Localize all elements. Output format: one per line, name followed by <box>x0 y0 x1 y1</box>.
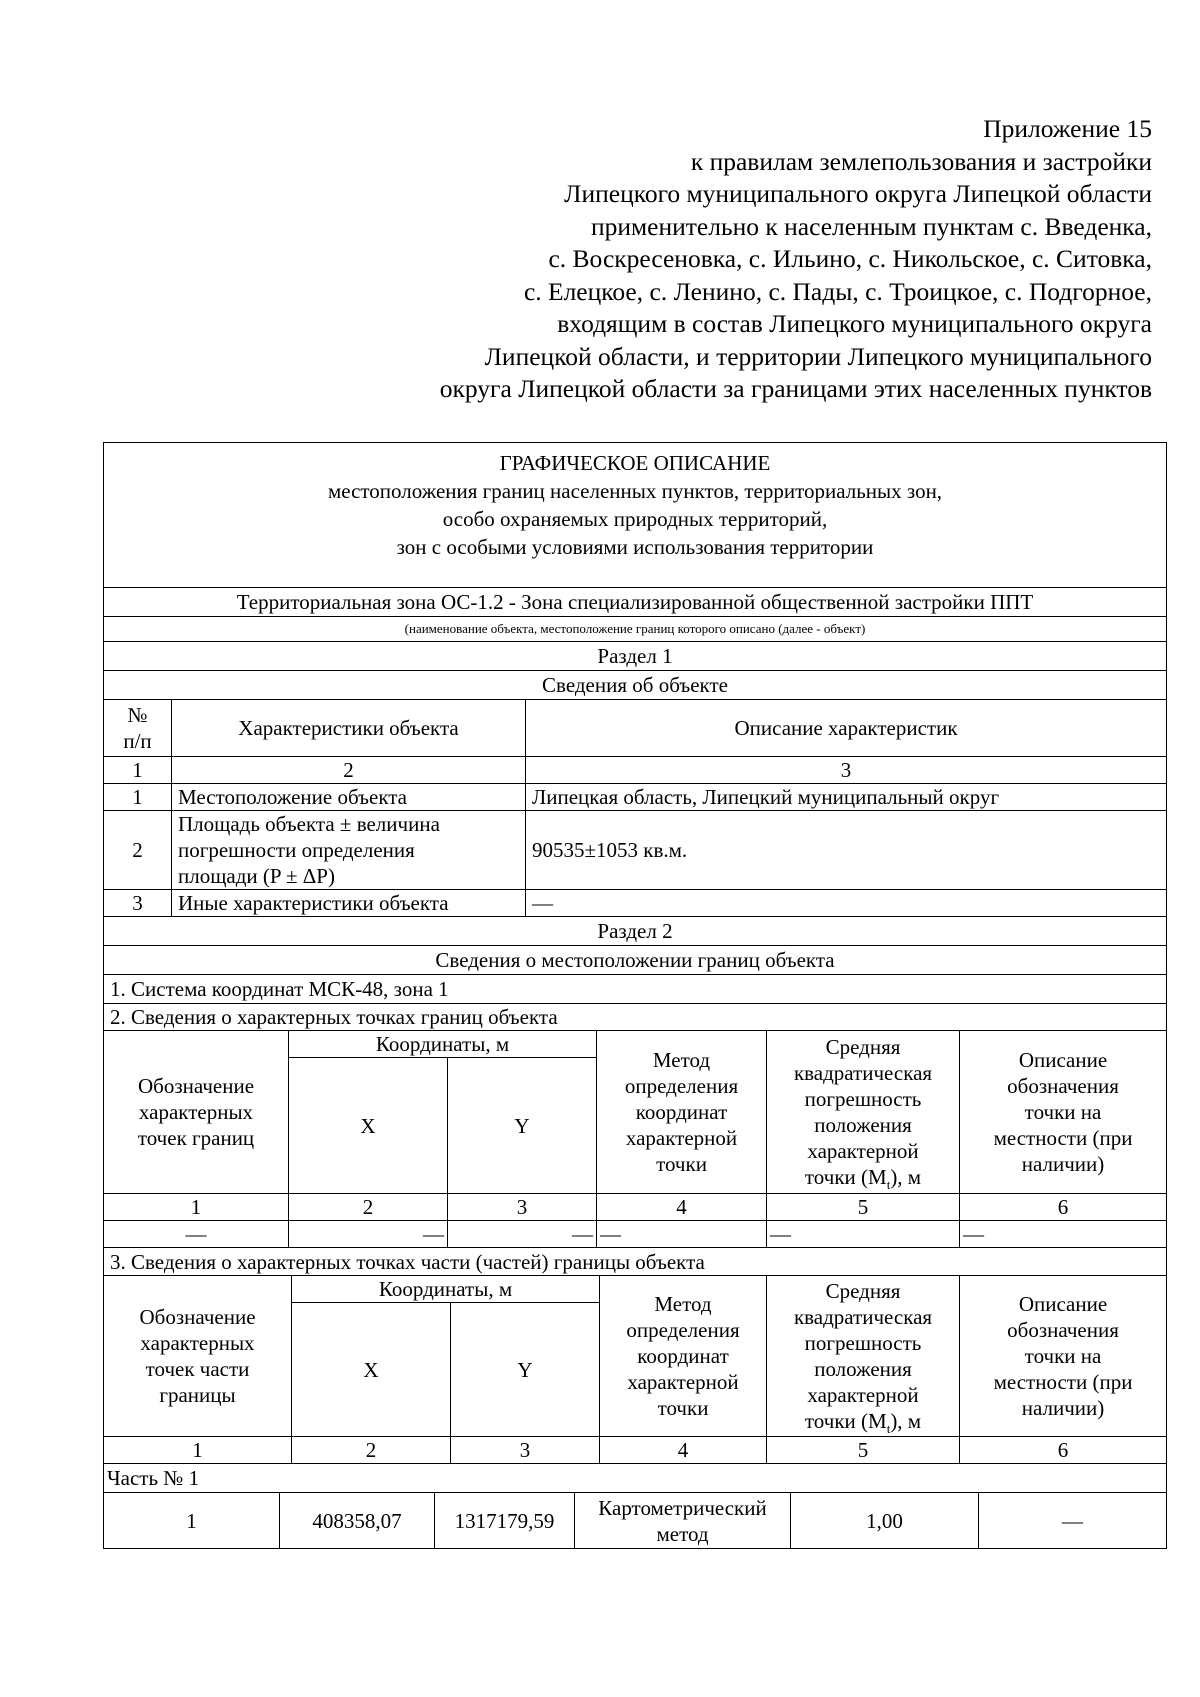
head-line: координат <box>637 1344 729 1368</box>
index-cell: 4 <box>600 1437 767 1464</box>
empty-cell: — <box>448 1221 597 1248</box>
caption-line: местоположения границ населенных пунктов, территориальных зон, <box>327 479 943 503</box>
head-num-sign: № <box>127 703 148 727</box>
points-title: 2. Сведения о характерных точках границ объекта <box>104 1004 1167 1031</box>
index-cell: 3 <box>526 757 1167 784</box>
head-line: характерных <box>138 1100 254 1124</box>
head-line: погрешность <box>804 1087 922 1111</box>
empty-cell: — <box>289 1221 448 1248</box>
head-line: наличии) <box>1021 1152 1105 1176</box>
head-line: характерной <box>807 1383 919 1407</box>
index-cell: 5 <box>767 1194 960 1221</box>
row-description: — <box>526 890 1167 917</box>
row-num: 3 <box>104 890 172 917</box>
index-cell: 1 <box>104 1194 289 1221</box>
object-note: (наименование объекта, местоположение границ которого описано (далее - объект) <box>104 617 1167 642</box>
appendix-line: с. Воскресеновка, с. Ильино, с. Никольское, с. Ситовка, <box>548 244 1152 273</box>
head-description <box>960 1031 1167 1194</box>
row-description: Липецкая область, Липецкий муниципальный округ <box>526 784 1167 811</box>
error-unit: ), м <box>890 1165 922 1189</box>
section1-table <box>103 699 1167 917</box>
points-table <box>103 1030 1167 1248</box>
appendix-header <box>440 113 1152 406</box>
row-characteristic: Местоположение объекта <box>172 784 526 811</box>
appendix-line: Приложение 15 <box>983 114 1152 143</box>
head-line: квадратическая <box>793 1061 933 1085</box>
error-sub: t <box>886 1177 891 1193</box>
char-line: Площадь объекта ± величина <box>178 812 440 836</box>
index-cell: 1 <box>104 757 172 784</box>
head-line: наличии) <box>1021 1396 1105 1420</box>
head-method <box>600 1276 767 1437</box>
char-line: площади (P ± ΔP) <box>178 864 335 888</box>
appendix-line: к правилам землепользования и застройки <box>690 146 1152 176</box>
section1-subtitle: Сведения об объекте <box>104 671 1167 700</box>
head-description <box>960 1276 1167 1437</box>
head-num <box>104 700 172 757</box>
row-num: 2 <box>104 811 172 890</box>
head-line: Средняя <box>825 1035 901 1059</box>
head-line: точки <box>656 1152 707 1176</box>
point-x: 408358,07 <box>280 1493 435 1549</box>
head-line: границы <box>159 1383 236 1407</box>
head-line: определения <box>624 1074 739 1098</box>
head-line: точки на <box>1024 1344 1102 1368</box>
error-sub: t <box>886 1421 891 1437</box>
head-line: Метод <box>654 1292 712 1316</box>
head-line: характерной <box>625 1126 738 1150</box>
error-unit: ), м <box>890 1409 922 1433</box>
error-text: точки (M <box>804 1165 887 1189</box>
row-characteristic <box>172 811 526 890</box>
section2-title: Раздел 2 <box>104 917 1167 946</box>
head-line: координат <box>635 1100 728 1124</box>
method-line: Картометрический <box>598 1495 767 1520</box>
head-line: точки на <box>1024 1100 1102 1124</box>
head-line: точек части <box>145 1357 250 1381</box>
point-id: 1 <box>104 1493 280 1549</box>
index-cell: 2 <box>172 757 526 784</box>
head-line: положения <box>814 1357 912 1381</box>
index-cell: 3 <box>448 1194 597 1221</box>
appendix-line: с. Елецкое, с. Ленино, с. Пады, с. Троицкое, с. Подгорное, <box>523 276 1152 306</box>
section2-heading-table <box>103 916 1167 1031</box>
head-error <box>767 1031 960 1194</box>
row-description: 90535±1053 кв.м. <box>526 811 1167 890</box>
appendix-line: округа Липецкой области за границами этих населенных пунктов <box>439 374 1152 403</box>
head-line: квадратическая <box>793 1305 933 1329</box>
empty-cell: — <box>597 1221 767 1248</box>
empty-cell: — <box>104 1221 289 1248</box>
parts-heading-table <box>103 1247 1167 1276</box>
head-line: Обозначение <box>139 1305 256 1329</box>
coord-system: 1. Система координат МСК-48, зона 1 <box>104 975 1167 1004</box>
head-line: характерной <box>807 1139 919 1163</box>
point-description: — <box>979 1493 1167 1549</box>
head-x: X <box>289 1058 448 1194</box>
head-y: Y <box>451 1303 600 1437</box>
head-line: точки <box>657 1396 709 1420</box>
index-cell: 2 <box>292 1437 451 1464</box>
head-error <box>767 1276 960 1437</box>
part-label: Часть № 1 <box>104 1464 1167 1493</box>
head-x: X <box>292 1303 451 1437</box>
head-line: положения <box>814 1113 912 1137</box>
index-cell: 6 <box>960 1437 1167 1464</box>
head-line: Описание <box>1018 1292 1108 1316</box>
point-error: 1,00 <box>791 1493 979 1549</box>
caption-table <box>103 442 1167 700</box>
head-characteristic: Характеристики объекта <box>172 700 526 757</box>
index-cell: 2 <box>289 1194 448 1221</box>
head-line: Описание <box>1018 1048 1108 1072</box>
point-y: 1317179,59 <box>435 1493 575 1549</box>
head-line: характерной <box>627 1370 739 1394</box>
head-designation <box>104 1031 289 1194</box>
empty-cell: — <box>960 1221 1167 1248</box>
head-designation-part <box>104 1276 292 1437</box>
graphic-description-form <box>103 442 1167 1549</box>
head-line: местности (при <box>993 1370 1133 1394</box>
head-line: характерных <box>140 1331 255 1355</box>
head-line: точек границ <box>137 1126 255 1150</box>
head-method <box>597 1031 767 1194</box>
table-row <box>104 1493 1167 1549</box>
head-coords: Координаты, м <box>292 1276 600 1303</box>
head-line: Метод <box>652 1048 711 1072</box>
caption-title: ГРАФИЧЕСКОЕ ОПИСАНИЕ <box>499 451 771 475</box>
head-coords: Координаты, м <box>289 1031 597 1058</box>
caption-line: зон с особыми условиями использования территории <box>396 535 874 559</box>
parts-table <box>103 1275 1167 1493</box>
appendix-line: входящим в состав Липецкого муниципального округа <box>557 309 1152 338</box>
head-line: Средняя <box>825 1279 901 1303</box>
head-line: погрешность <box>804 1331 922 1355</box>
index-cell: 3 <box>451 1437 600 1464</box>
head-line: местности (при <box>993 1126 1133 1150</box>
parts-title: 3. Сведения о характерных точках части (частей) границы объекта <box>104 1248 1167 1276</box>
appendix-line: Липецкого муниципального округа Липецкой области <box>564 179 1152 208</box>
index-cell: 6 <box>960 1194 1167 1221</box>
head-line: Обозначение <box>137 1074 255 1098</box>
index-cell: 1 <box>104 1437 292 1464</box>
error-text: точки (M <box>804 1409 887 1433</box>
index-cell: 5 <box>767 1437 960 1464</box>
char-line: погрешности определения <box>178 838 415 862</box>
row-num: 1 <box>104 784 172 811</box>
part-rows-table <box>103 1492 1167 1549</box>
section1-title: Раздел 1 <box>104 642 1167 671</box>
head-num-pp: п/п <box>123 729 152 753</box>
head-line: определения <box>626 1318 740 1342</box>
empty-cell: — <box>767 1221 960 1248</box>
index-cell: 4 <box>597 1194 767 1221</box>
point-method <box>575 1493 791 1549</box>
head-line: обозначения <box>1007 1318 1119 1342</box>
section2-subtitle: Сведения о местоположении границ объекта <box>104 946 1167 975</box>
head-line <box>770 1164 956 1193</box>
head-line: обозначения <box>1007 1074 1119 1098</box>
row-characteristic: Иные характеристики объекта <box>172 890 526 917</box>
head-description: Описание характеристик <box>526 700 1167 757</box>
head-line <box>770 1408 956 1437</box>
appendix-line: Липецкой области, и территории Липецкого муниципального <box>484 341 1152 371</box>
caption-line: особо охраняемых природных территорий, <box>442 507 828 531</box>
appendix-line: применительно к населенным пунктам с. Введенка, <box>591 211 1152 241</box>
method-line: метод <box>656 1521 709 1546</box>
head-y: Y <box>448 1058 597 1194</box>
caption-cell <box>104 443 1167 588</box>
object-name: Территориальная зона ОС-1.2 - Зона специализированной общественной застройки ППТ <box>104 588 1167 617</box>
